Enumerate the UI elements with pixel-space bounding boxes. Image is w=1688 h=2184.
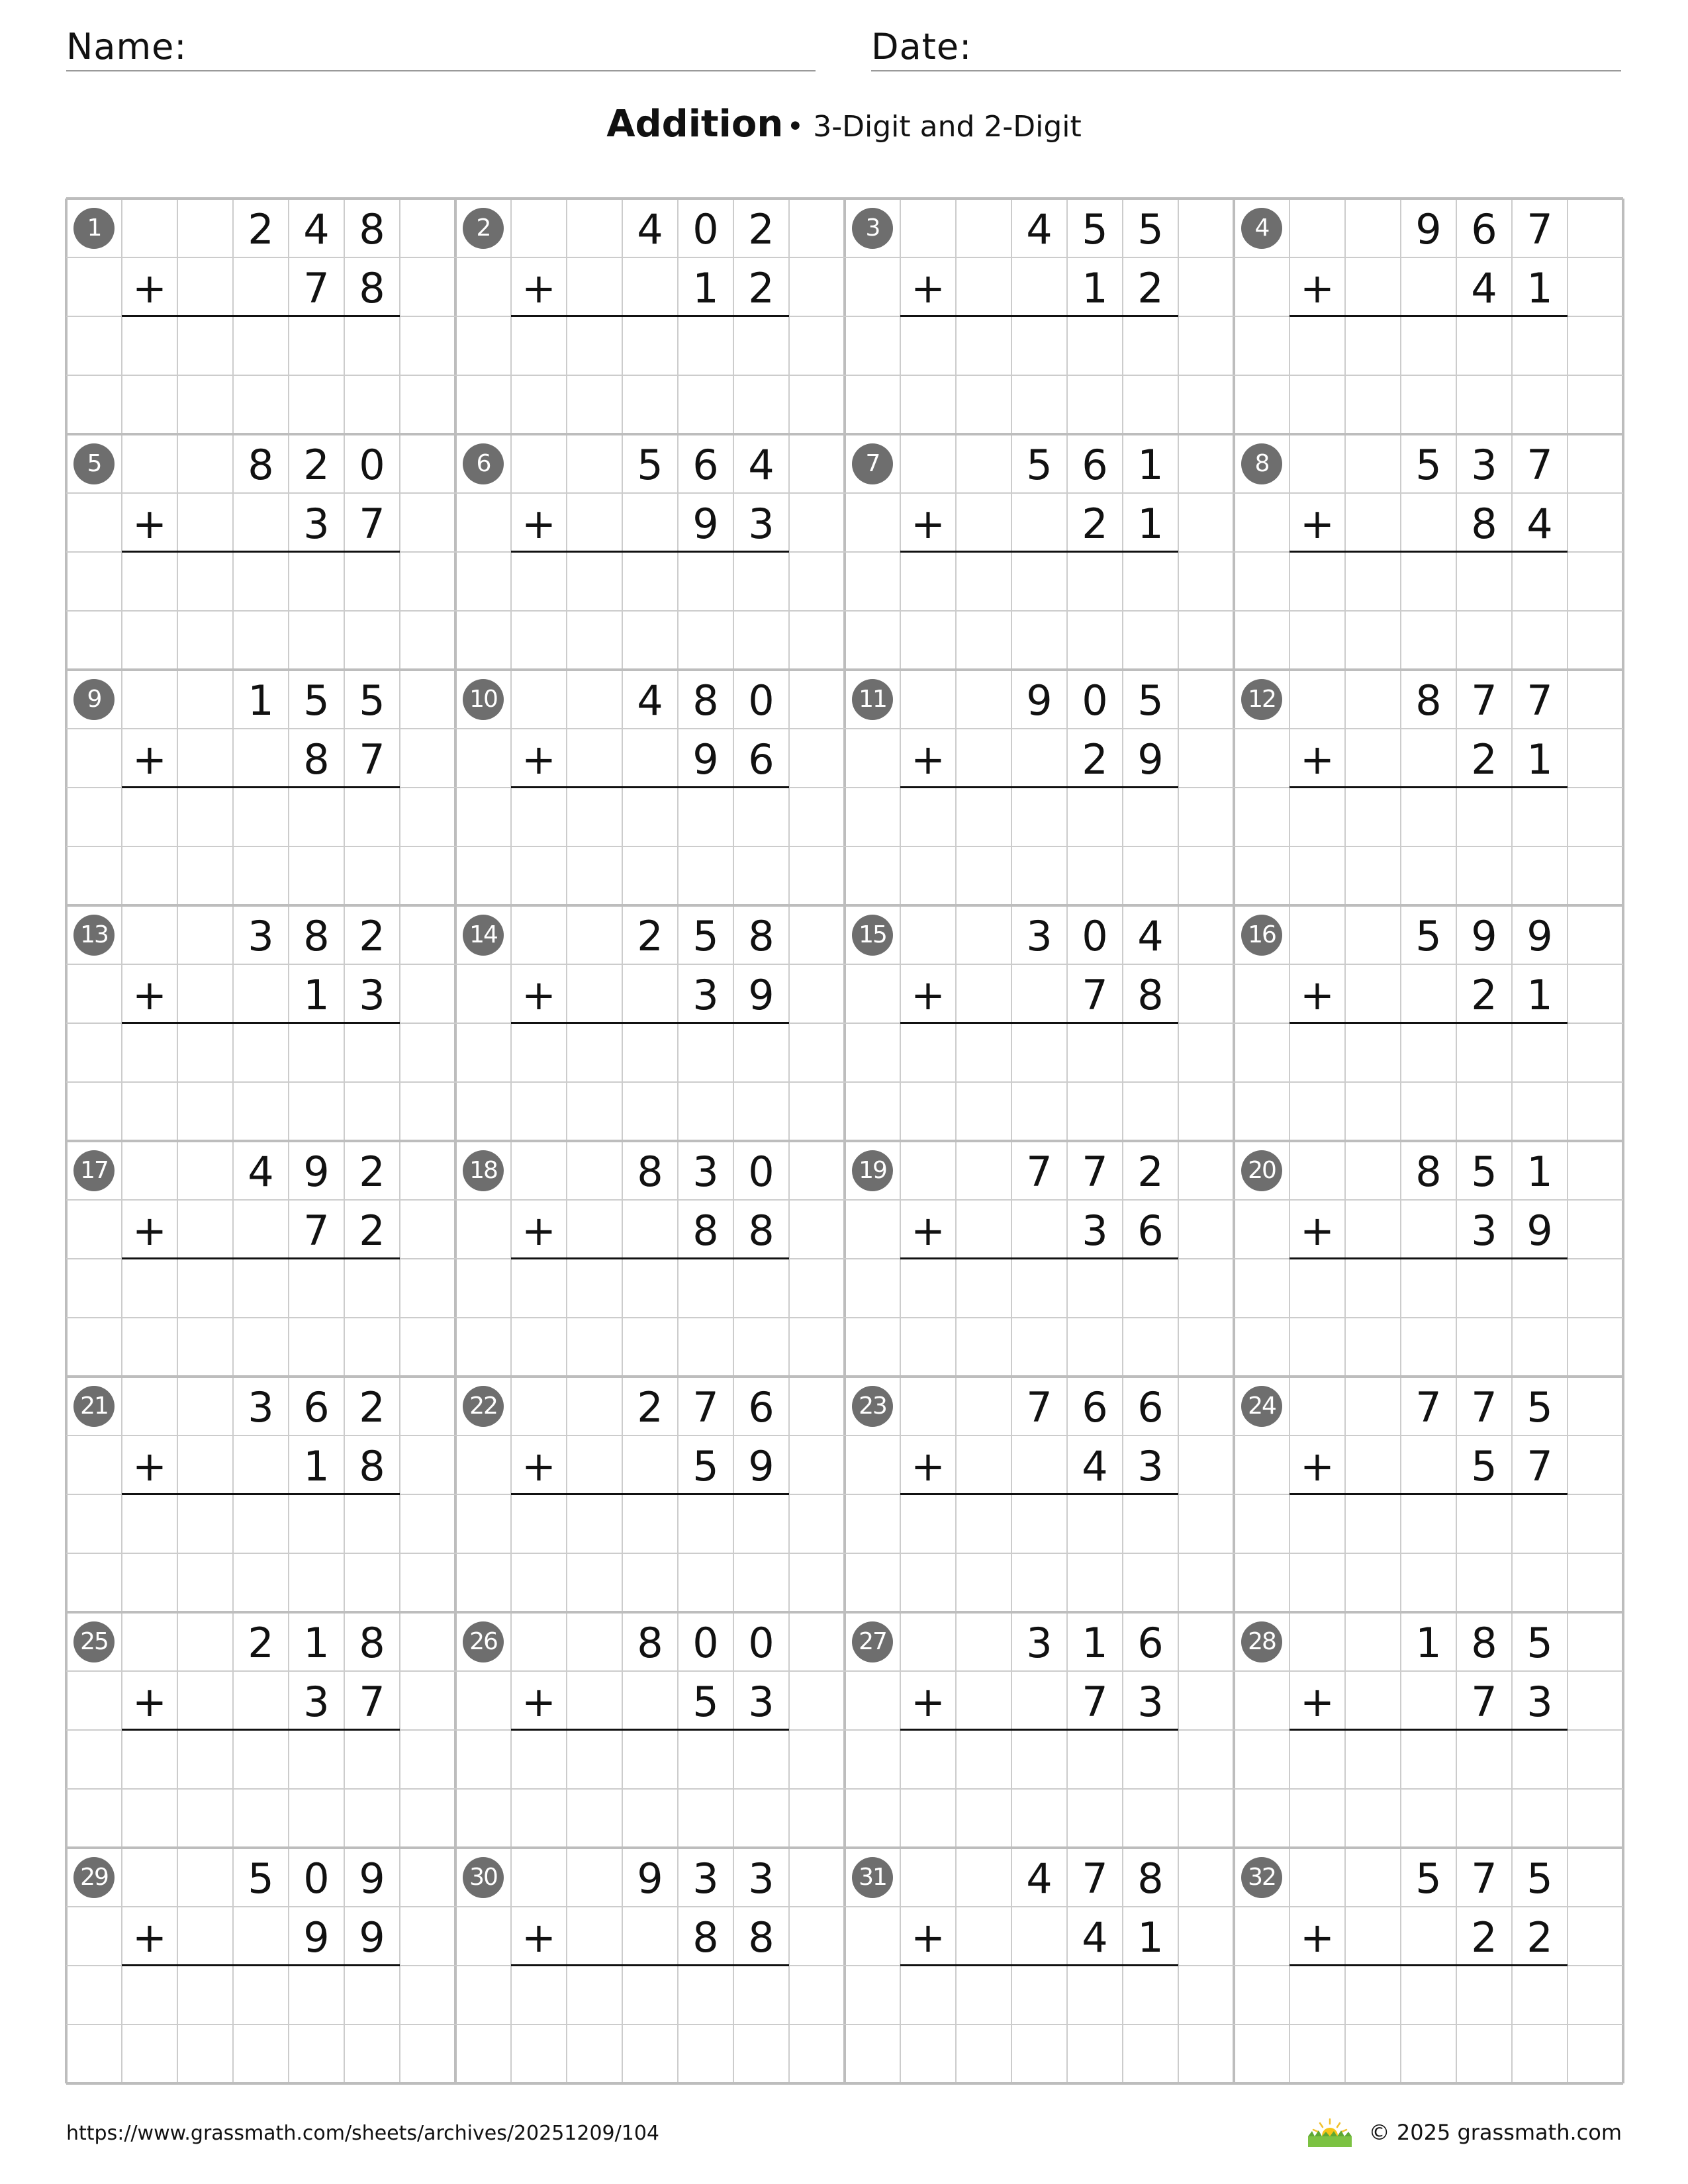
addend-bottom-digit: 9	[359, 1913, 385, 1962]
addend-top-digit: 8	[1471, 1619, 1497, 1667]
answer-rule	[1289, 1729, 1568, 1731]
addend-top-digit: 1	[1415, 1619, 1442, 1667]
addend-bottom-digit: 8	[748, 1206, 774, 1255]
addend-top-digit: 6	[1137, 1619, 1164, 1667]
title-main: Addition	[606, 103, 784, 146]
addend-top-digit: 6	[692, 441, 719, 489]
problem-number-badge: 15	[852, 915, 893, 956]
problem-number-badge: 19	[852, 1150, 893, 1191]
addend-top-digit: 8	[1415, 676, 1442, 725]
addend-bottom-digit: 2	[1082, 500, 1108, 548]
addend-top-digit: 0	[1082, 676, 1108, 725]
addend-bottom-digit: 4	[1082, 1442, 1108, 1490]
addend-bottom-digit: 4	[1471, 264, 1497, 312]
addend-bottom-digit: 2	[359, 1206, 385, 1255]
plus-sign: +	[522, 1678, 556, 1726]
problem-number-badge: 3	[852, 208, 893, 249]
answer-rule	[900, 1022, 1178, 1024]
addend-bottom-digit: 5	[692, 1442, 719, 1490]
footer-copyright: © 2025 grassmath.com	[1368, 2120, 1622, 2145]
problem-number-badge: 13	[73, 915, 115, 956]
problem-number-badge: 14	[463, 915, 504, 956]
answer-rule	[122, 551, 400, 553]
addend-bottom-digit: 7	[1082, 1678, 1108, 1726]
addend-top-digit: 4	[1026, 205, 1053, 253]
plus-sign: +	[1300, 1206, 1335, 1255]
addend-top-digit: 7	[1471, 1383, 1497, 1432]
problem-number-badge: 24	[1241, 1386, 1282, 1427]
plus-sign: +	[132, 1678, 167, 1726]
addend-top-digit: 0	[1082, 912, 1108, 960]
plus-sign: +	[1300, 264, 1335, 312]
addend-top-digit: 6	[1082, 1383, 1108, 1432]
problem-number-badge: 28	[1241, 1621, 1282, 1662]
addend-bottom-digit: 3	[359, 971, 385, 1019]
addend-bottom-digit: 7	[1082, 971, 1108, 1019]
problem-number-badge: 23	[852, 1386, 893, 1427]
addend-top-digit: 5	[1415, 1854, 1442, 1903]
addend-bottom-digit: 3	[692, 971, 719, 1019]
answer-rule	[511, 1729, 789, 1731]
addend-top-digit: 5	[1526, 1619, 1553, 1667]
addend-top-digit: 8	[359, 1619, 385, 1667]
addend-bottom-digit: 8	[692, 1913, 719, 1962]
answer-rule	[900, 1493, 1178, 1495]
addend-top-digit: 0	[748, 676, 774, 725]
addend-top-digit: 0	[692, 205, 719, 253]
addend-bottom-digit: 3	[1137, 1678, 1164, 1726]
problem-number-badge: 16	[1241, 915, 1282, 956]
addend-bottom-digit: 8	[303, 735, 330, 784]
addend-top-digit: 5	[1026, 441, 1053, 489]
addend-top-digit: 5	[1471, 1148, 1497, 1196]
addend-bottom-digit: 1	[1526, 971, 1553, 1019]
answer-rule	[511, 1257, 789, 1259]
addend-bottom-digit: 9	[1526, 1206, 1553, 1255]
addend-top-digit: 1	[1137, 441, 1164, 489]
addend-top-digit: 7	[1082, 1854, 1108, 1903]
answer-rule	[1289, 1022, 1568, 1024]
addend-top-digit: 7	[1026, 1383, 1053, 1432]
addend-top-digit: 7	[1471, 676, 1497, 725]
plus-sign: +	[132, 1206, 167, 1255]
addend-top-digit: 5	[1137, 676, 1164, 725]
addend-bottom-digit: 7	[359, 500, 385, 548]
addend-top-digit: 6	[1082, 441, 1108, 489]
addend-top-digit: 9	[1471, 912, 1497, 960]
title-subtitle: • 3-Digit and 2-Digit	[786, 110, 1082, 144]
addend-bottom-digit: 3	[1471, 1206, 1497, 1255]
answer-rule	[122, 786, 400, 788]
addend-top-digit: 7	[1026, 1148, 1053, 1196]
addend-top-digit: 8	[1137, 1854, 1164, 1903]
addend-top-digit: 2	[748, 205, 774, 253]
problem-number-badge: 9	[73, 679, 115, 720]
answer-rule	[1289, 1964, 1568, 1966]
addend-top-digit: 3	[1026, 1619, 1053, 1667]
addend-top-digit: 8	[748, 912, 774, 960]
addend-top-digit: 9	[1026, 676, 1053, 725]
addend-top-digit: 0	[359, 441, 385, 489]
addend-bottom-digit: 9	[303, 1913, 330, 1962]
problem-number-badge: 20	[1241, 1150, 1282, 1191]
addend-bottom-digit: 3	[748, 1678, 774, 1726]
addend-top-digit: 1	[248, 676, 274, 725]
plus-sign: +	[522, 1442, 556, 1490]
answer-rule	[122, 1729, 400, 1731]
answer-rule	[511, 1022, 789, 1024]
addend-top-digit: 4	[637, 676, 663, 725]
problem-number-badge: 32	[1241, 1857, 1282, 1898]
addend-top-digit: 8	[692, 676, 719, 725]
answer-rule	[1289, 1493, 1568, 1495]
problem-number-badge: 6	[463, 443, 504, 484]
addend-top-digit: 3	[248, 1383, 274, 1432]
addend-top-digit: 5	[1137, 205, 1164, 253]
problem-number-badge: 5	[73, 443, 115, 484]
grass-sun-logo-icon	[1307, 2118, 1353, 2147]
addend-bottom-digit: 4	[1526, 500, 1553, 548]
answer-rule	[122, 1964, 400, 1966]
addend-bottom-digit: 2	[1137, 264, 1164, 312]
addend-bottom-digit: 1	[303, 971, 330, 1019]
addend-top-digit: 2	[359, 1148, 385, 1196]
addend-bottom-digit: 9	[1137, 735, 1164, 784]
addend-bottom-digit: 2	[1471, 735, 1497, 784]
addend-bottom-digit: 8	[692, 1206, 719, 1255]
addend-top-digit: 3	[248, 912, 274, 960]
addend-top-digit: 5	[1415, 912, 1442, 960]
addend-bottom-digit: 2	[1526, 1913, 1553, 1962]
problem-number-badge: 27	[852, 1621, 893, 1662]
plus-sign: +	[911, 1678, 945, 1726]
addend-top-digit: 0	[303, 1854, 330, 1903]
addend-bottom-digit: 8	[1137, 971, 1164, 1019]
addend-bottom-digit: 1	[1526, 735, 1553, 784]
problem-number-badge: 21	[73, 1386, 115, 1427]
addend-top-digit: 5	[1082, 205, 1108, 253]
addend-top-digit: 5	[1526, 1383, 1553, 1432]
answer-rule	[511, 1493, 789, 1495]
addend-bottom-digit: 3	[748, 500, 774, 548]
footer-url[interactable]: https://www.grassmath.com/sheets/archives/20251209/104	[66, 2122, 660, 2145]
problem-number-badge: 31	[852, 1857, 893, 1898]
plus-sign: +	[132, 971, 167, 1019]
plus-sign: +	[132, 1913, 167, 1962]
addend-top-digit: 8	[637, 1619, 663, 1667]
addend-bottom-digit: 8	[1471, 500, 1497, 548]
addend-top-digit: 3	[748, 1854, 774, 1903]
plus-sign: +	[522, 500, 556, 548]
addend-top-digit: 8	[1415, 1148, 1442, 1196]
addend-bottom-digit: 1	[1526, 264, 1553, 312]
plus-sign: +	[911, 264, 945, 312]
answer-rule	[511, 786, 789, 788]
addend-top-digit: 9	[1526, 912, 1553, 960]
addend-bottom-digit: 7	[359, 735, 385, 784]
addend-bottom-digit: 8	[359, 1442, 385, 1490]
answer-rule	[1289, 551, 1568, 553]
addend-top-digit: 2	[637, 912, 663, 960]
addend-top-digit: 7	[1526, 441, 1553, 489]
name-label: Name:	[66, 26, 187, 68]
addend-bottom-digit: 2	[748, 264, 774, 312]
plus-sign: +	[522, 971, 556, 1019]
answer-rule	[900, 315, 1178, 317]
plus-sign: +	[911, 735, 945, 784]
addend-bottom-digit: 3	[303, 500, 330, 548]
addend-top-digit: 0	[692, 1619, 719, 1667]
addend-top-digit: 2	[637, 1383, 663, 1432]
answer-rule	[900, 1964, 1178, 1966]
addend-top-digit: 1	[1082, 1619, 1108, 1667]
addend-bottom-digit: 5	[692, 1678, 719, 1726]
addend-top-digit: 7	[1471, 1854, 1497, 1903]
addend-bottom-digit: 9	[692, 735, 719, 784]
addend-bottom-digit: 1	[303, 1442, 330, 1490]
addend-bottom-digit: 3	[1137, 1442, 1164, 1490]
addend-bottom-digit: 3	[303, 1678, 330, 1726]
problem-number-badge: 7	[852, 443, 893, 484]
addend-top-digit: 9	[1415, 205, 1442, 253]
plus-sign: +	[1300, 1442, 1335, 1490]
plus-sign: +	[522, 264, 556, 312]
problem-number-badge: 29	[73, 1857, 115, 1898]
answer-rule	[900, 786, 1178, 788]
addend-top-digit: 5	[359, 676, 385, 725]
plus-sign: +	[132, 735, 167, 784]
addend-top-digit: 8	[637, 1148, 663, 1196]
addend-bottom-digit: 1	[692, 264, 719, 312]
addend-top-digit: 4	[637, 205, 663, 253]
plus-sign: +	[911, 1442, 945, 1490]
problem-number-badge: 11	[852, 679, 893, 720]
addend-top-digit: 3	[1471, 441, 1497, 489]
addend-top-digit: 2	[359, 912, 385, 960]
footer-brand	[1307, 2118, 1622, 2147]
addend-top-digit: 7	[1526, 205, 1553, 253]
addend-top-digit: 6	[1137, 1383, 1164, 1432]
problem-number-badge: 25	[73, 1621, 115, 1662]
problem-number-badge: 2	[463, 208, 504, 249]
addend-bottom-digit: 8	[359, 264, 385, 312]
addend-bottom-digit: 7	[303, 264, 330, 312]
plus-sign: +	[1300, 1678, 1335, 1726]
date-label: Date:	[871, 26, 972, 68]
addend-top-digit: 3	[692, 1148, 719, 1196]
answer-rule	[122, 315, 400, 317]
addend-bottom-digit: 9	[748, 1442, 774, 1490]
answer-rule	[122, 1257, 400, 1259]
addend-top-digit: 5	[637, 441, 663, 489]
plus-sign: +	[911, 500, 945, 548]
addend-bottom-digit: 1	[1137, 500, 1164, 548]
addend-top-digit: 9	[359, 1854, 385, 1903]
plus-sign: +	[132, 1442, 167, 1490]
answer-rule	[1289, 1257, 1568, 1259]
addend-top-digit: 2	[248, 1619, 274, 1667]
answer-rule	[900, 1257, 1178, 1259]
addend-top-digit: 6	[748, 1383, 774, 1432]
addend-top-digit: 5	[248, 1854, 274, 1903]
addend-top-digit: 4	[303, 205, 330, 253]
problem-number-badge: 1	[73, 208, 115, 249]
addend-bottom-digit: 7	[1471, 1678, 1497, 1726]
addend-top-digit: 5	[303, 676, 330, 725]
problem-number-badge: 26	[463, 1621, 504, 1662]
addend-top-digit: 2	[1137, 1148, 1164, 1196]
addend-top-digit: 2	[303, 441, 330, 489]
problem-number-badge: 4	[1241, 208, 1282, 249]
answer-rule	[511, 551, 789, 553]
plus-sign: +	[522, 1913, 556, 1962]
addend-top-digit: 6	[1471, 205, 1497, 253]
answer-rule	[122, 1022, 400, 1024]
answer-rule	[1289, 315, 1568, 317]
addend-bottom-digit: 6	[1137, 1206, 1164, 1255]
answer-rule	[122, 1493, 400, 1495]
plus-sign: +	[911, 1913, 945, 1962]
plus-sign: +	[132, 500, 167, 548]
addend-bottom-digit: 5	[1471, 1442, 1497, 1490]
plus-sign: +	[522, 1206, 556, 1255]
answer-rule	[900, 551, 1178, 553]
problem-number-badge: 30	[463, 1857, 504, 1898]
plus-sign: +	[1300, 500, 1335, 548]
plus-sign: +	[1300, 735, 1335, 784]
addend-top-digit: 7	[1082, 1148, 1108, 1196]
addend-top-digit: 4	[248, 1148, 274, 1196]
addend-top-digit: 5	[692, 912, 719, 960]
problem-number-badge: 8	[1241, 443, 1282, 484]
addend-bottom-digit: 2	[1471, 1913, 1497, 1962]
addend-bottom-digit: 4	[1082, 1913, 1108, 1962]
addend-top-digit: 2	[359, 1383, 385, 1432]
addend-top-digit: 1	[303, 1619, 330, 1667]
addend-bottom-digit: 7	[303, 1206, 330, 1255]
problem-number-badge: 22	[463, 1386, 504, 1427]
addend-top-digit: 7	[1526, 676, 1553, 725]
problem-number-badge: 12	[1241, 679, 1282, 720]
addend-top-digit: 7	[692, 1383, 719, 1432]
problem-number-badge: 17	[73, 1150, 115, 1191]
plus-sign: +	[132, 264, 167, 312]
answer-rule	[1289, 786, 1568, 788]
answer-rule	[511, 1964, 789, 1966]
addend-top-digit: 0	[748, 1148, 774, 1196]
addend-top-digit: 3	[692, 1854, 719, 1903]
addend-top-digit: 2	[248, 205, 274, 253]
answer-rule	[900, 1729, 1178, 1731]
addend-top-digit: 9	[303, 1148, 330, 1196]
addend-bottom-digit: 7	[359, 1678, 385, 1726]
problem-number-badge: 10	[463, 679, 504, 720]
plus-sign: +	[911, 1206, 945, 1255]
addend-top-digit: 0	[748, 1619, 774, 1667]
addend-bottom-digit: 1	[1082, 264, 1108, 312]
addend-bottom-digit: 7	[1526, 1442, 1553, 1490]
addend-bottom-digit: 3	[1526, 1678, 1553, 1726]
addend-bottom-digit: 2	[1082, 735, 1108, 784]
answer-rule	[511, 315, 789, 317]
plus-sign: +	[1300, 971, 1335, 1019]
addend-top-digit: 1	[1526, 1148, 1553, 1196]
plus-sign: +	[911, 971, 945, 1019]
addend-bottom-digit: 9	[748, 971, 774, 1019]
addend-bottom-digit: 1	[1137, 1913, 1164, 1962]
addend-bottom-digit: 6	[748, 735, 774, 784]
addend-top-digit: 7	[1415, 1383, 1442, 1432]
addend-bottom-digit: 9	[692, 500, 719, 548]
addend-bottom-digit: 3	[1082, 1206, 1108, 1255]
addend-top-digit: 8	[248, 441, 274, 489]
addend-top-digit: 3	[1026, 912, 1053, 960]
addend-top-digit: 5	[1415, 441, 1442, 489]
addend-top-digit: 8	[359, 205, 385, 253]
problem-number-badge: 18	[463, 1150, 504, 1191]
plus-sign: +	[1300, 1913, 1335, 1962]
addend-top-digit: 8	[303, 912, 330, 960]
plus-sign: +	[522, 735, 556, 784]
addend-top-digit: 4	[748, 441, 774, 489]
addend-top-digit: 4	[1026, 1854, 1053, 1903]
addend-bottom-digit: 8	[748, 1913, 774, 1962]
addend-bottom-digit: 2	[1471, 971, 1497, 1019]
addend-top-digit: 5	[1526, 1854, 1553, 1903]
addend-top-digit: 6	[303, 1383, 330, 1432]
addend-top-digit: 9	[637, 1854, 663, 1903]
addend-top-digit: 4	[1137, 912, 1164, 960]
